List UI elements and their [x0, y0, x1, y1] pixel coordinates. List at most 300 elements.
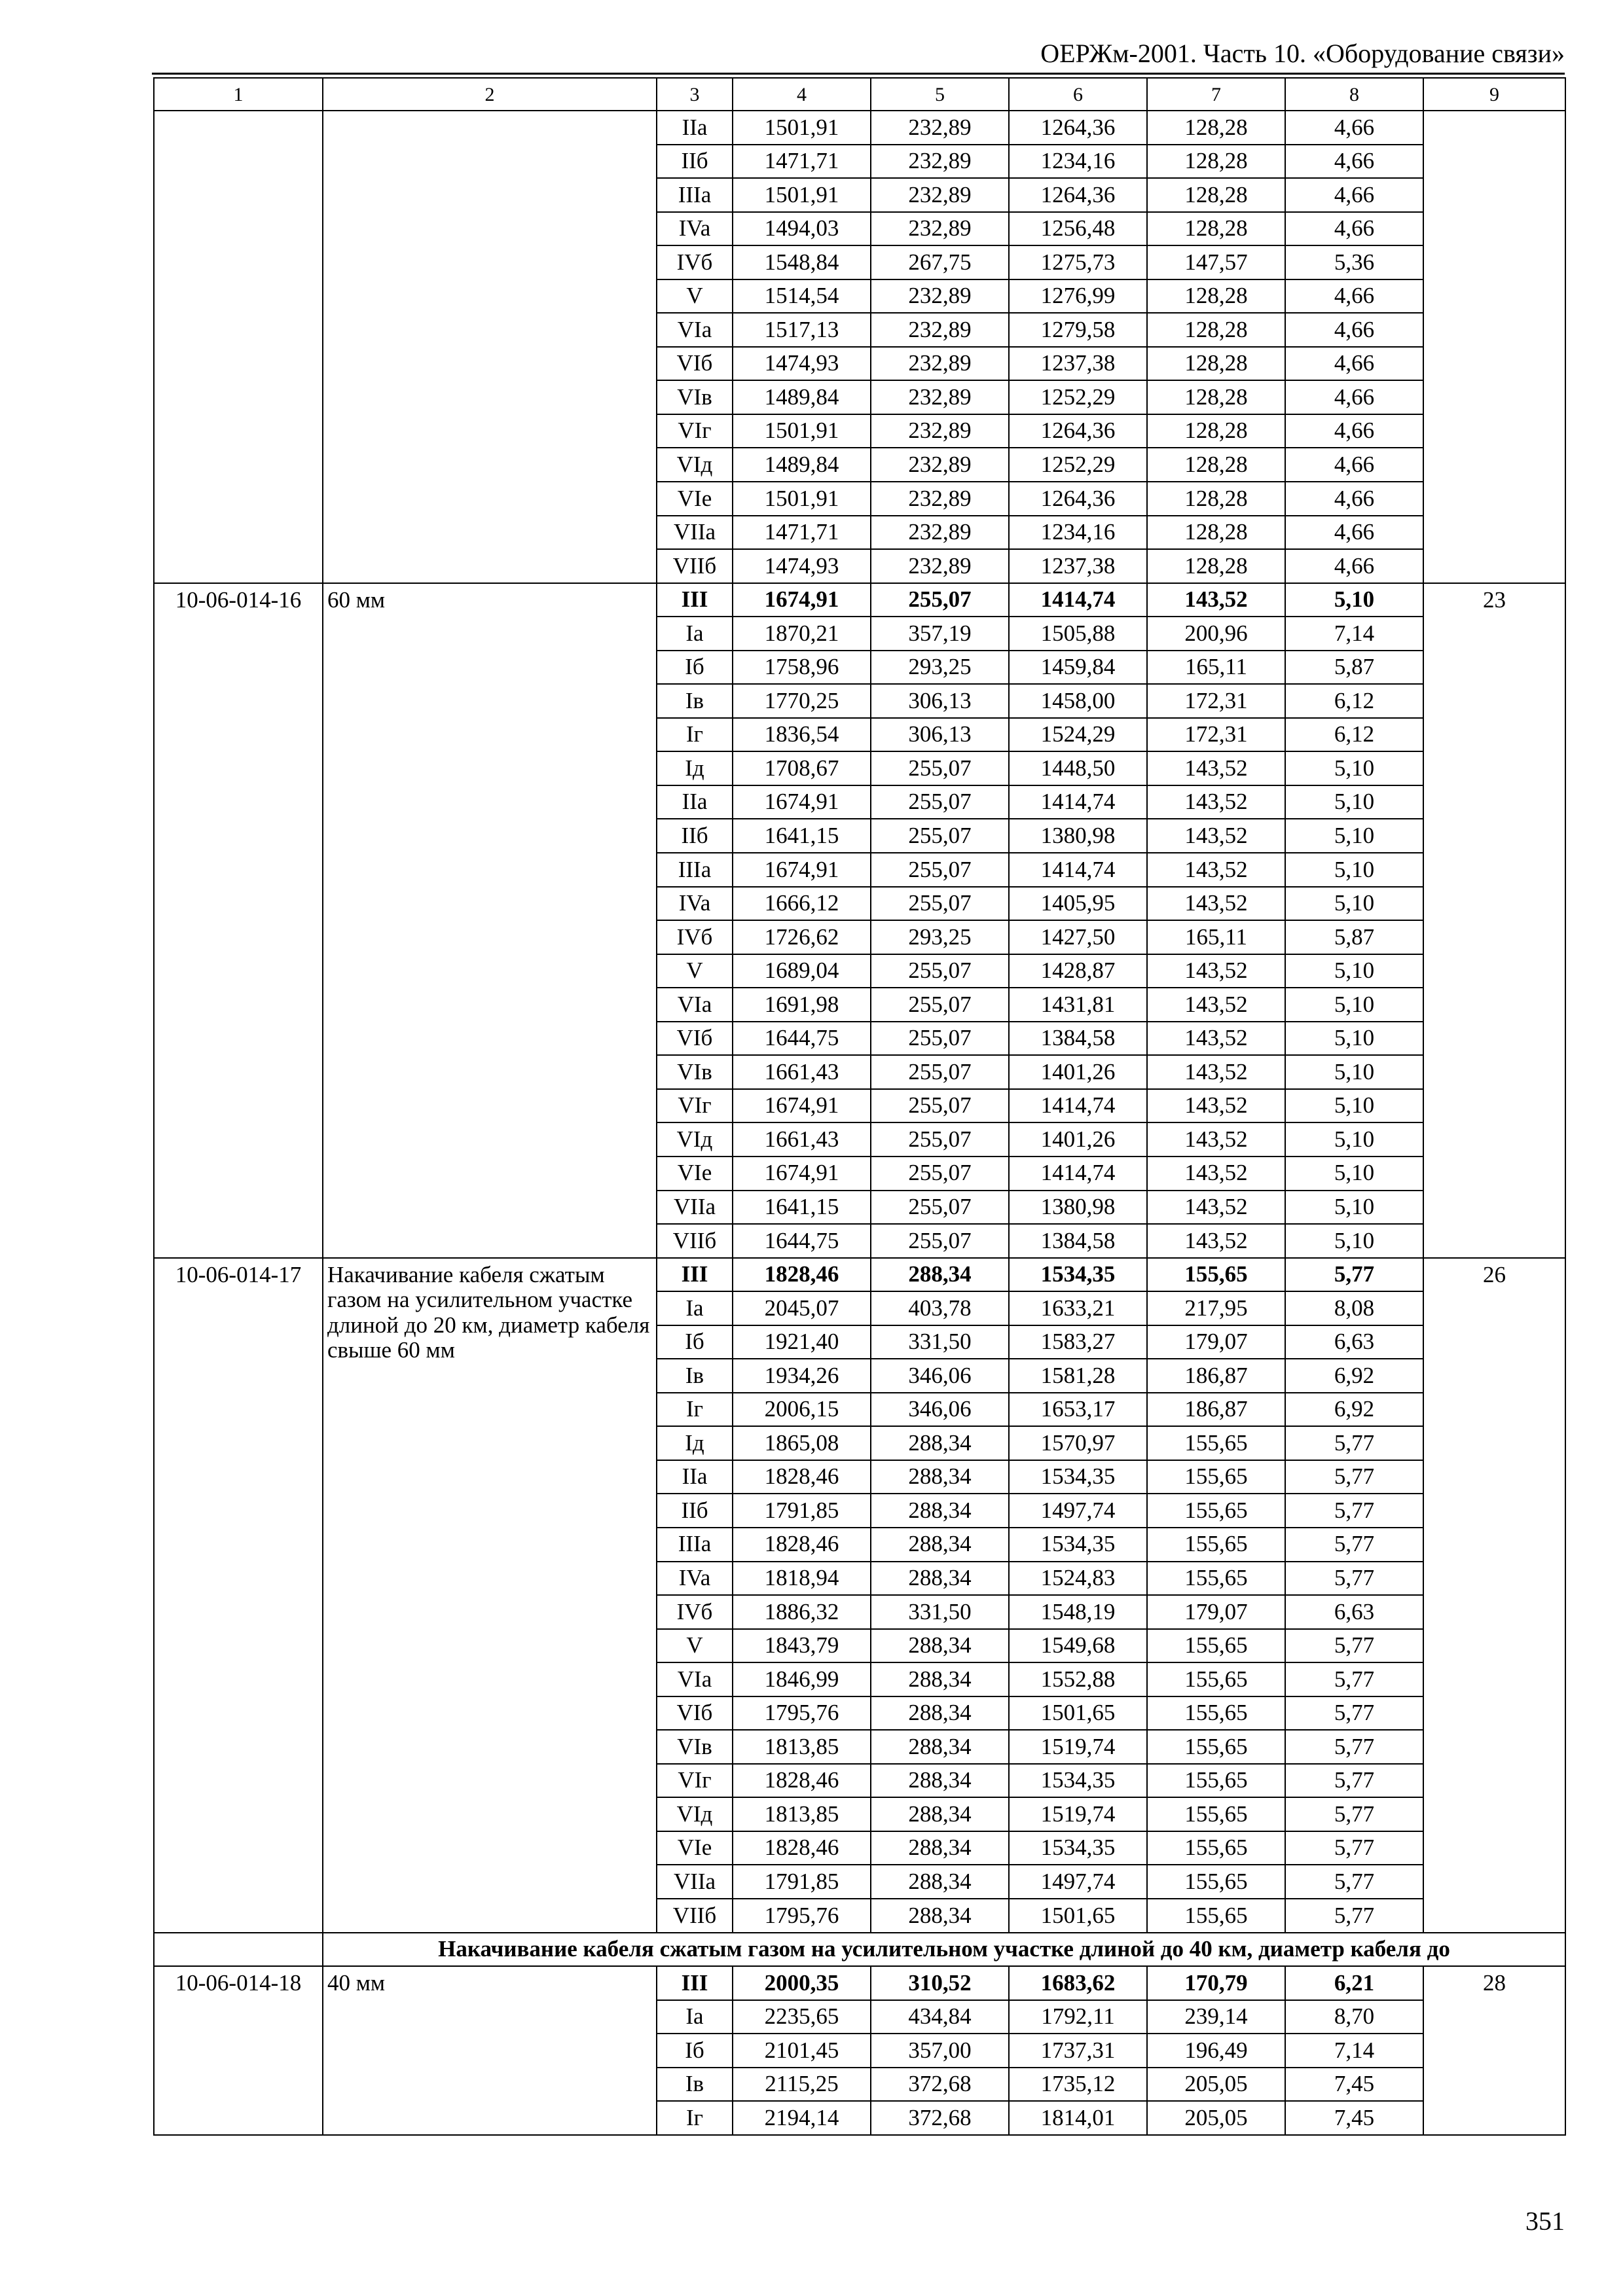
zone-code: Iд [657, 751, 733, 785]
zone-code: VIг [657, 1764, 733, 1798]
value-cell: 5,77 [1285, 1528, 1423, 1562]
value-cell: 1474,93 [733, 549, 871, 583]
value-cell: 186,87 [1147, 1359, 1285, 1393]
value-cell: 155,65 [1147, 1865, 1285, 1899]
value-cell: 5,77 [1285, 1899, 1423, 1933]
value-cell: 1405,95 [1009, 887, 1147, 921]
value-cell: 288,34 [871, 1258, 1009, 1292]
value-cell: 155,65 [1147, 1494, 1285, 1528]
value-cell: 5,10 [1285, 954, 1423, 988]
value-cell: 288,34 [871, 1831, 1009, 1865]
value-cell: 1534,35 [1009, 1831, 1147, 1865]
value-cell: 1870,21 [733, 617, 871, 651]
value-cell: 1641,15 [733, 819, 871, 853]
value-cell: 1501,91 [733, 111, 871, 145]
section-heading: Накачивание кабеля сжатым газом на усилительном участке длиной до 40 км, диаметр кабеля до [323, 1933, 1565, 1967]
value-cell: 288,34 [871, 1460, 1009, 1494]
value-cell: 4,66 [1285, 482, 1423, 516]
rate-code: 10-06-014-16 [154, 583, 323, 1258]
value-cell: 143,52 [1147, 785, 1285, 819]
value-cell: 6,92 [1285, 1359, 1423, 1393]
value-cell: 434,84 [871, 2000, 1009, 2034]
value-cell: 1828,46 [733, 1460, 871, 1494]
value-cell: 4,66 [1285, 516, 1423, 550]
zone-code: IIб [657, 145, 733, 179]
value-cell: 1494,03 [733, 212, 871, 246]
value-cell: 1234,16 [1009, 516, 1147, 550]
value-cell: 1795,76 [733, 1696, 871, 1731]
value-cell: 255,07 [871, 988, 1009, 1022]
value-cell: 1886,32 [733, 1595, 871, 1629]
value-cell: 1264,36 [1009, 482, 1147, 516]
zone-code: VIIa [657, 1865, 733, 1899]
value-cell: 1828,46 [733, 1258, 871, 1292]
zone-code: Iб [657, 2034, 733, 2068]
value-cell: 293,25 [871, 651, 1009, 685]
value-cell: 128,28 [1147, 145, 1285, 179]
value-cell: 1252,29 [1009, 380, 1147, 414]
value-cell: 255,07 [871, 1224, 1009, 1258]
value-cell: 1279,58 [1009, 313, 1147, 347]
value-cell: 232,89 [871, 516, 1009, 550]
value-cell: 5,77 [1285, 1460, 1423, 1494]
reference-number [1423, 111, 1565, 583]
zone-code: VIд [657, 448, 733, 482]
zone-code: VIб [657, 1022, 733, 1056]
value-cell: 288,34 [871, 1696, 1009, 1731]
value-cell: 6,12 [1285, 718, 1423, 752]
rate-code: 10-06-014-18 [154, 1966, 323, 2135]
value-cell: 288,34 [871, 1865, 1009, 1899]
value-cell: 1548,19 [1009, 1595, 1147, 1629]
value-cell: 288,34 [871, 1494, 1009, 1528]
zone-code: IIб [657, 819, 733, 853]
value-cell: 1865,08 [733, 1426, 871, 1460]
value-cell: 5,10 [1285, 853, 1423, 887]
value-cell: 1275,73 [1009, 245, 1147, 279]
column-number: 8 [1285, 78, 1423, 111]
value-cell: 7,45 [1285, 2068, 1423, 2102]
zone-code: Iб [657, 1325, 733, 1359]
value-cell: 255,07 [871, 1055, 1009, 1089]
column-number: 6 [1009, 78, 1147, 111]
value-cell: 239,14 [1147, 2000, 1285, 2034]
value-cell: 1471,71 [733, 145, 871, 179]
value-cell: 1770,25 [733, 684, 871, 718]
value-cell: 5,77 [1285, 1258, 1423, 1292]
value-cell: 155,65 [1147, 1528, 1285, 1562]
value-cell: 255,07 [871, 954, 1009, 988]
value-cell: 1428,87 [1009, 954, 1147, 988]
zone-code: VIa [657, 1662, 733, 1696]
value-cell: 165,11 [1147, 651, 1285, 685]
value-cell: 170,79 [1147, 1966, 1285, 2000]
value-cell: 1534,35 [1009, 1258, 1147, 1292]
value-cell: 1401,26 [1009, 1122, 1147, 1157]
value-cell: 255,07 [871, 785, 1009, 819]
value-cell: 155,65 [1147, 1730, 1285, 1764]
value-cell: 232,89 [871, 145, 1009, 179]
zone-code: IVa [657, 887, 733, 921]
zone-code: III [657, 583, 733, 617]
column-number: 7 [1147, 78, 1285, 111]
value-cell: 1501,65 [1009, 1696, 1147, 1731]
value-cell: 1791,85 [733, 1865, 871, 1899]
zone-code: VIг [657, 1089, 733, 1123]
value-cell: 1846,99 [733, 1662, 871, 1696]
value-cell: 372,68 [871, 2101, 1009, 2135]
reference-number: 23 [1423, 583, 1565, 1258]
value-cell: 1674,91 [733, 785, 871, 819]
value-cell: 1534,35 [1009, 1528, 1147, 1562]
value-cell: 1674,91 [733, 853, 871, 887]
value-cell: 1674,91 [733, 583, 871, 617]
value-cell: 1674,91 [733, 1089, 871, 1123]
value-cell: 1644,75 [733, 1022, 871, 1056]
value-cell: 205,05 [1147, 2068, 1285, 2102]
value-cell: 288,34 [871, 1730, 1009, 1764]
value-cell: 4,66 [1285, 549, 1423, 583]
value-cell: 288,34 [871, 1764, 1009, 1798]
value-cell: 255,07 [871, 1191, 1009, 1225]
value-cell: 172,31 [1147, 718, 1285, 752]
value-cell: 1737,31 [1009, 2034, 1147, 2068]
value-cell: 5,10 [1285, 751, 1423, 785]
value-cell: 128,28 [1147, 414, 1285, 448]
running-header: ОЕРЖм-2001. Часть 10. «Оборудование связи» [1040, 39, 1565, 68]
zone-code: IIб [657, 1494, 733, 1528]
value-cell: 1501,91 [733, 178, 871, 212]
value-cell: 5,77 [1285, 1426, 1423, 1460]
value-cell: 5,36 [1285, 245, 1423, 279]
value-cell: 155,65 [1147, 1831, 1285, 1865]
value-cell: 128,28 [1147, 347, 1285, 381]
value-cell: 1458,00 [1009, 684, 1147, 718]
value-cell: 1448,50 [1009, 751, 1147, 785]
value-cell: 1276,99 [1009, 279, 1147, 314]
value-cell: 143,52 [1147, 1055, 1285, 1089]
value-cell: 5,10 [1285, 1022, 1423, 1056]
value-cell: 1653,17 [1009, 1393, 1147, 1427]
value-cell: 255,07 [871, 1122, 1009, 1157]
zone-code: VIa [657, 988, 733, 1022]
value-cell: 4,66 [1285, 279, 1423, 314]
value-cell: 1726,62 [733, 920, 871, 954]
value-cell: 1581,28 [1009, 1359, 1147, 1393]
value-cell: 2194,14 [733, 2101, 871, 2135]
table-row [154, 583, 1565, 617]
value-cell: 1735,12 [1009, 2068, 1147, 2102]
value-cell: 2006,15 [733, 1393, 871, 1427]
column-number: 9 [1423, 78, 1565, 111]
value-cell: 128,28 [1147, 448, 1285, 482]
value-cell: 8,08 [1285, 1291, 1423, 1325]
value-cell: 1519,74 [1009, 1797, 1147, 1831]
work-description [323, 111, 657, 583]
value-cell: 1534,35 [1009, 1460, 1147, 1494]
value-cell: 143,52 [1147, 1224, 1285, 1258]
value-cell: 196,49 [1147, 2034, 1285, 2068]
section-heading-row [154, 1933, 1565, 1967]
zone-code: Iг [657, 2101, 733, 2135]
value-cell: 306,13 [871, 684, 1009, 718]
value-cell: 172,31 [1147, 684, 1285, 718]
zone-code: IIIa [657, 1528, 733, 1562]
zone-code: Ia [657, 1291, 733, 1325]
value-cell: 1414,74 [1009, 1089, 1147, 1123]
value-cell: 4,66 [1285, 347, 1423, 381]
zone-code: III [657, 1258, 733, 1292]
value-cell: 255,07 [871, 1089, 1009, 1123]
value-cell: 2000,35 [733, 1966, 871, 2000]
value-cell: 232,89 [871, 380, 1009, 414]
rates-table [153, 77, 1566, 2136]
zone-code: VIб [657, 347, 733, 381]
value-cell: 5,10 [1285, 1224, 1423, 1258]
value-cell: 1534,35 [1009, 1764, 1147, 1798]
zone-code: Iв [657, 684, 733, 718]
value-cell: 1843,79 [733, 1629, 871, 1663]
table-body [154, 78, 1565, 2135]
column-number: 4 [733, 78, 871, 111]
value-cell: 4,66 [1285, 448, 1423, 482]
value-cell: 1471,71 [733, 516, 871, 550]
value-cell: 288,34 [871, 1629, 1009, 1663]
value-cell: 310,52 [871, 1966, 1009, 2000]
value-cell: 6,12 [1285, 684, 1423, 718]
value-cell: 5,77 [1285, 1696, 1423, 1731]
value-cell: 288,34 [871, 1899, 1009, 1933]
value-cell: 143,52 [1147, 853, 1285, 887]
value-cell: 288,34 [871, 1797, 1009, 1831]
value-cell: 5,77 [1285, 1562, 1423, 1596]
column-number: 1 [154, 78, 323, 111]
value-cell: 1583,27 [1009, 1325, 1147, 1359]
value-cell: 155,65 [1147, 1662, 1285, 1696]
zone-code: VIIa [657, 516, 733, 550]
value-cell: 155,65 [1147, 1797, 1285, 1831]
value-cell: 155,65 [1147, 1562, 1285, 1596]
value-cell: 232,89 [871, 111, 1009, 145]
zone-code: IVб [657, 245, 733, 279]
value-cell: 4,66 [1285, 212, 1423, 246]
zone-code: IIa [657, 785, 733, 819]
value-cell: 1497,74 [1009, 1865, 1147, 1899]
value-cell: 155,65 [1147, 1258, 1285, 1292]
value-cell: 1234,16 [1009, 145, 1147, 179]
value-cell: 255,07 [871, 853, 1009, 887]
value-cell: 1708,67 [733, 751, 871, 785]
value-cell: 1431,81 [1009, 988, 1147, 1022]
value-cell: 5,10 [1285, 1089, 1423, 1123]
value-cell: 7,14 [1285, 617, 1423, 651]
zone-code: VIв [657, 380, 733, 414]
value-cell: 1666,12 [733, 887, 871, 921]
table-row [154, 1966, 1565, 2000]
value-cell: 1758,96 [733, 651, 871, 685]
value-cell: 1237,38 [1009, 347, 1147, 381]
table-row [154, 1258, 1565, 1292]
value-cell: 1549,68 [1009, 1629, 1147, 1663]
zone-code: VIе [657, 1157, 733, 1191]
zone-code: IVб [657, 920, 733, 954]
value-cell: 5,77 [1285, 1629, 1423, 1663]
value-cell: 1828,46 [733, 1764, 871, 1798]
value-cell: 5,10 [1285, 1191, 1423, 1225]
value-cell: 1256,48 [1009, 212, 1147, 246]
value-cell: 155,65 [1147, 1764, 1285, 1798]
value-cell: 1524,83 [1009, 1562, 1147, 1596]
value-cell: 232,89 [871, 313, 1009, 347]
work-description: 60 мм [323, 583, 657, 1258]
header-rule [152, 73, 1565, 75]
zone-code: V [657, 279, 733, 314]
value-cell: 4,66 [1285, 414, 1423, 448]
value-cell: 2045,07 [733, 1291, 871, 1325]
value-cell: 288,34 [871, 1662, 1009, 1696]
zone-code: VIе [657, 1831, 733, 1865]
value-cell: 1689,04 [733, 954, 871, 988]
zone-code: VIе [657, 482, 733, 516]
value-cell: 143,52 [1147, 583, 1285, 617]
zone-code: VIIб [657, 1899, 733, 1933]
value-cell: 5,10 [1285, 1122, 1423, 1157]
value-cell: 128,28 [1147, 178, 1285, 212]
section-blank-cell [154, 1933, 323, 1967]
value-cell: 1691,98 [733, 988, 871, 1022]
zone-code: Iб [657, 651, 733, 685]
value-cell: 179,07 [1147, 1325, 1285, 1359]
value-cell: 288,34 [871, 1562, 1009, 1596]
value-cell: 1474,93 [733, 347, 871, 381]
value-cell: 1264,36 [1009, 111, 1147, 145]
zone-code: Iг [657, 1393, 733, 1427]
value-cell: 1791,85 [733, 1494, 871, 1528]
value-cell: 1384,58 [1009, 1022, 1147, 1056]
value-cell: 232,89 [871, 482, 1009, 516]
value-cell: 1661,43 [733, 1055, 871, 1089]
value-cell: 293,25 [871, 920, 1009, 954]
value-cell: 2115,25 [733, 2068, 871, 2102]
value-cell: 143,52 [1147, 751, 1285, 785]
value-cell: 255,07 [871, 887, 1009, 921]
zone-code: V [657, 954, 733, 988]
value-cell: 205,05 [1147, 2101, 1285, 2135]
value-cell: 1489,84 [733, 448, 871, 482]
value-cell: 143,52 [1147, 1157, 1285, 1191]
value-cell: 5,10 [1285, 887, 1423, 921]
value-cell: 288,34 [871, 1426, 1009, 1460]
zone-code: VIIa [657, 1191, 733, 1225]
value-cell: 1264,36 [1009, 414, 1147, 448]
value-cell: 1514,54 [733, 279, 871, 314]
value-cell: 155,65 [1147, 1629, 1285, 1663]
value-cell: 128,28 [1147, 279, 1285, 314]
value-cell: 267,75 [871, 245, 1009, 279]
zone-code: VIa [657, 313, 733, 347]
value-cell: 1519,74 [1009, 1730, 1147, 1764]
value-cell: 1252,29 [1009, 448, 1147, 482]
value-cell: 5,77 [1285, 1797, 1423, 1831]
column-numbers-row [154, 78, 1565, 111]
value-cell: 1921,40 [733, 1325, 871, 1359]
value-cell: 1489,84 [733, 380, 871, 414]
value-cell: 1828,46 [733, 1831, 871, 1865]
value-cell: 232,89 [871, 178, 1009, 212]
value-cell: 288,34 [871, 1528, 1009, 1562]
value-cell: 1641,15 [733, 1191, 871, 1225]
value-cell: 6,21 [1285, 1966, 1423, 2000]
value-cell: 1414,74 [1009, 583, 1147, 617]
value-cell: 1459,84 [1009, 651, 1147, 685]
column-number: 3 [657, 78, 733, 111]
value-cell: 1414,74 [1009, 853, 1147, 887]
value-cell: 346,06 [871, 1393, 1009, 1427]
value-cell: 143,52 [1147, 887, 1285, 921]
value-cell: 357,00 [871, 2034, 1009, 2068]
value-cell: 217,95 [1147, 1291, 1285, 1325]
zone-code: V [657, 1629, 733, 1663]
value-cell: 186,87 [1147, 1393, 1285, 1427]
zone-code: Iв [657, 1359, 733, 1393]
value-cell: 128,28 [1147, 549, 1285, 583]
zone-code: VIг [657, 414, 733, 448]
value-cell: 155,65 [1147, 1899, 1285, 1933]
value-cell: 200,96 [1147, 617, 1285, 651]
value-cell: 7,14 [1285, 2034, 1423, 2068]
rate-code: 10-06-014-17 [154, 1258, 323, 1933]
value-cell: 1380,98 [1009, 1191, 1147, 1225]
value-cell: 1414,74 [1009, 1157, 1147, 1191]
zone-code: IIa [657, 111, 733, 145]
value-cell: 143,52 [1147, 1122, 1285, 1157]
value-cell: 331,50 [871, 1325, 1009, 1359]
zone-code: VIд [657, 1122, 733, 1157]
value-cell: 1501,91 [733, 414, 871, 448]
zone-code: Ia [657, 2000, 733, 2034]
value-cell: 1552,88 [1009, 1662, 1147, 1696]
value-cell: 7,45 [1285, 2101, 1423, 2135]
value-cell: 155,65 [1147, 1460, 1285, 1494]
value-cell: 1795,76 [733, 1899, 871, 1933]
zone-code: Iв [657, 2068, 733, 2102]
rate-code [154, 111, 323, 583]
page-number: 351 [1525, 2206, 1565, 2236]
value-cell: 1384,58 [1009, 1224, 1147, 1258]
value-cell: 143,52 [1147, 1191, 1285, 1225]
value-cell: 5,77 [1285, 1764, 1423, 1798]
value-cell: 1683,62 [1009, 1966, 1147, 2000]
value-cell: 5,10 [1285, 1055, 1423, 1089]
reference-number: 28 [1423, 1966, 1565, 2135]
value-cell: 1501,91 [733, 482, 871, 516]
value-cell: 1264,36 [1009, 178, 1147, 212]
value-cell: 403,78 [871, 1291, 1009, 1325]
value-cell: 5,77 [1285, 1662, 1423, 1696]
zone-code: IVa [657, 212, 733, 246]
value-cell: 5,77 [1285, 1494, 1423, 1528]
value-cell: 4,66 [1285, 178, 1423, 212]
value-cell: 5,10 [1285, 1157, 1423, 1191]
value-cell: 1661,43 [733, 1122, 871, 1157]
value-cell: 147,57 [1147, 245, 1285, 279]
value-cell: 5,77 [1285, 1865, 1423, 1899]
value-cell: 1380,98 [1009, 819, 1147, 853]
value-cell: 143,52 [1147, 988, 1285, 1022]
zone-code: IIIa [657, 178, 733, 212]
value-cell: 5,10 [1285, 819, 1423, 853]
value-cell: 1505,88 [1009, 617, 1147, 651]
